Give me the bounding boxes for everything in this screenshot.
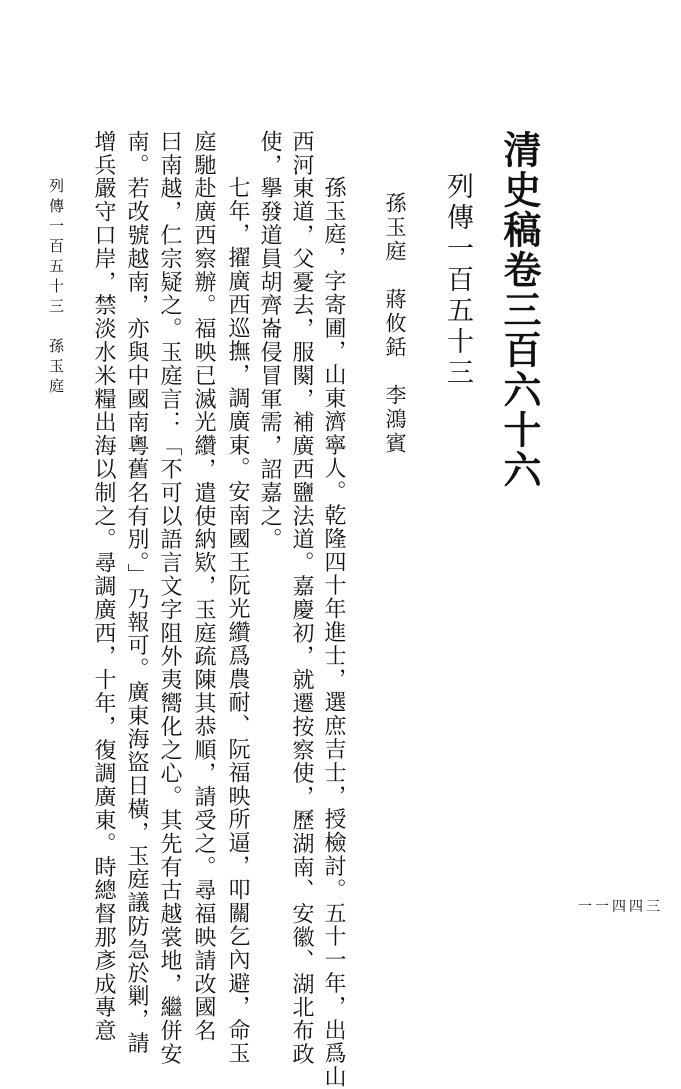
body-line-7: 南。若改號越南，亦與中國南粵舊名有別。」乃報可。廣東海盜日橫，玉庭議防急於剿，請 [124,130,149,1055]
body-line-1: 孫玉庭，字寄圃，山東濟寧人。乾隆四十年進士，選庶吉士，授檢討。五十一年，出爲山 [321,176,346,1089]
biography-subjects: 孫玉庭 蔣攸銛 李鴻賓 [383,192,407,456]
body-line-3: 使，擧發道員胡齊崙侵冒軍需，詔嘉之。 [257,130,282,552]
body-line-8: 增兵嚴守口岸，禁淡水米糧出海以制之。尋調廣西，十年，復調廣東。時總督那彥成專意 [91,130,116,1043]
page-number: 一一四四三 [578,899,663,915]
body-line-2: 西河東道，父憂去，服闋，補廣西鹽法道。嘉慶初，就遷按察使，歷湖南、安徽、湖北布政 [289,130,314,1066]
body-line-4: 七年，擢廣西巡撫，調廣東。安南國王阮光纘爲農耐、阮福映所逼，叩關乞內避，命玉 [225,176,250,1066]
volume-title: 清史稿卷三百六十六 [497,130,542,490]
chapter-title: 列傳一百五十三 [442,172,473,389]
running-head: 列傳一百五十三 孫玉庭 [47,178,65,398]
body-line-5: 庭馳赴廣西察辦。福映已滅光纘，遣使納欵，玉庭疏陳其恭順，請受之。尋福映請改國名 [191,130,216,1043]
body-line-6: 曰南越，仁宗疑之。玉庭言：「不可以語言文字阻外夷嚮化之心。其先有古越裳地，繼併安 [157,130,182,1066]
